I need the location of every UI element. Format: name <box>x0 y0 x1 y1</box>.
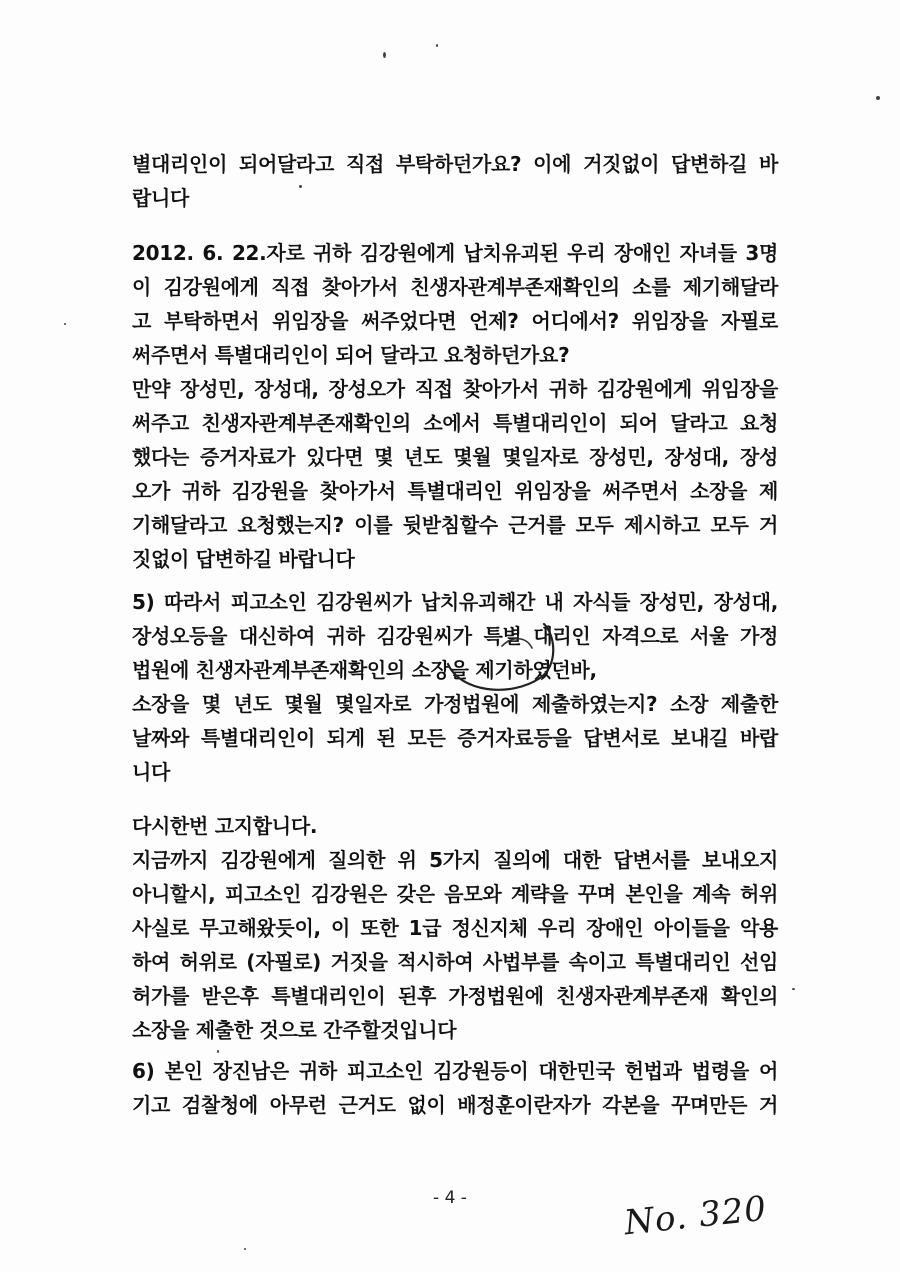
text-line: 니다 <box>132 760 171 784</box>
text-line: 5) 따라서 피고소인 김강원씨가 납치유괴해간 내 자식들 장성민, 장성대, <box>132 590 778 614</box>
text-line: 날짜와 특별대리인이 되게 된 모든 증거자료등을 답변서로 보내길 바랍 <box>132 726 778 750</box>
text-line: 랍니다 <box>132 186 190 210</box>
text-line: 소장을 제출한 것으로 간주할것입니다 <box>132 1018 457 1042</box>
text-line: 아니할시, 피고소인 김강원은 갖은 음모와 계략을 꾸며 본인을 계속 허위 <box>132 882 778 906</box>
text-line: 사실로 무고해왔듯이, 이 또한 1급 정신지체 우리 장애인 아이들을 악용 <box>132 916 778 940</box>
scan-speck <box>792 988 795 990</box>
scan-speck <box>299 185 302 188</box>
paragraph-continuation <box>132 147 778 215</box>
page-number: - 4 - <box>433 1188 467 1208</box>
text-line: 하여 허위로 (자필로) 거짓을 적시하여 사법부를 속이고 특별대리인 선임 <box>132 950 778 974</box>
scan-speck <box>244 1248 246 1250</box>
text-line: 6) 본인 장진남은 귀하 피고소인 김강원등이 대한민국 헌법과 법령을 어 <box>132 1059 778 1083</box>
text-line: 했다는 증거자료가 있다면 몇 년도 몇월 몇일자로 장성민, 장성대, 장성 <box>132 445 778 469</box>
text-line: 써주고 친생자관계부존재확인의 소에서 특별대리인이 되어 달라고 요청 <box>132 411 778 435</box>
scan-speck <box>383 52 386 58</box>
handwritten-note: No. 320 <box>622 1188 769 1244</box>
text-line: 기해달라고 요청했는지? 이를 뒷받침할수 근거를 모두 제시하고 모두 거 <box>132 513 778 537</box>
text-line: 지금까지 김강원에게 질의한 위 5가지 질의에 대한 답변서를 보내오지 <box>132 848 778 872</box>
text-line: 만약 장성민, 장성대, 장성오가 직접 찾아가서 귀하 김강원에게 위임장을 <box>132 377 778 401</box>
text-line: 다시한번 고지합니다. <box>132 814 318 838</box>
text-line: 기고 검찰청에 아무런 근거도 없이 배정훈이란자가 각본을 꾸며만든 거 <box>132 1093 778 1117</box>
text-line: 고 부탁하면서 위임장을 써주었다면 언제? 어디에서? 위임장을 자필로 <box>132 309 778 333</box>
scan-speck <box>64 323 66 325</box>
scan-speck <box>436 44 438 47</box>
paragraph-item-6 <box>132 1054 778 1122</box>
text-line: 오가 귀하 김강원을 찾아가서 특별대리인 위임장을 써주면서 소장을 제 <box>132 479 778 503</box>
scan-speck <box>876 96 880 100</box>
paragraph-question-power-of-attorney <box>132 236 778 576</box>
text-line: 써주면서 특별대리인이 되어 달라고 요청하던가요? <box>132 343 570 367</box>
text-line: 별대리인이 되어달라고 직접 부탁하던가요? 이에 거짓없이 답변하길 바 <box>132 152 778 176</box>
text-line: 허가를 받은후 특별대리인이 된후 가정법원에 친생자관계부존재 확인의 <box>132 984 778 1008</box>
text-line: 소장을 몇 년도 몇월 몇일자로 가정법원에 제출하였는지? 소장 제출한 <box>132 692 778 716</box>
text-line: 장성오등을 대신하여 귀하 김강원씨가 특별 대리인 자격으로 서울 가정 <box>132 624 778 648</box>
scan-speck <box>217 1050 219 1053</box>
text-line: 법원에 친생자관계부존재확인의 소장을 제기하였던바, <box>132 658 597 682</box>
paragraph-notice <box>132 809 778 1047</box>
text-line: 이 김강원에게 직접 찾아가서 친생자관계부존재확인의 소를 제기해달라 <box>132 275 778 299</box>
hand-drawn-mark-icon <box>440 606 570 696</box>
text-line: 2012. 6. 22.자로 귀하 김강원에게 납치유괴된 우리 장애인 자녀들 3명 <box>132 241 778 265</box>
text-line: 짓없이 답변하길 바랍니다 <box>132 547 355 571</box>
